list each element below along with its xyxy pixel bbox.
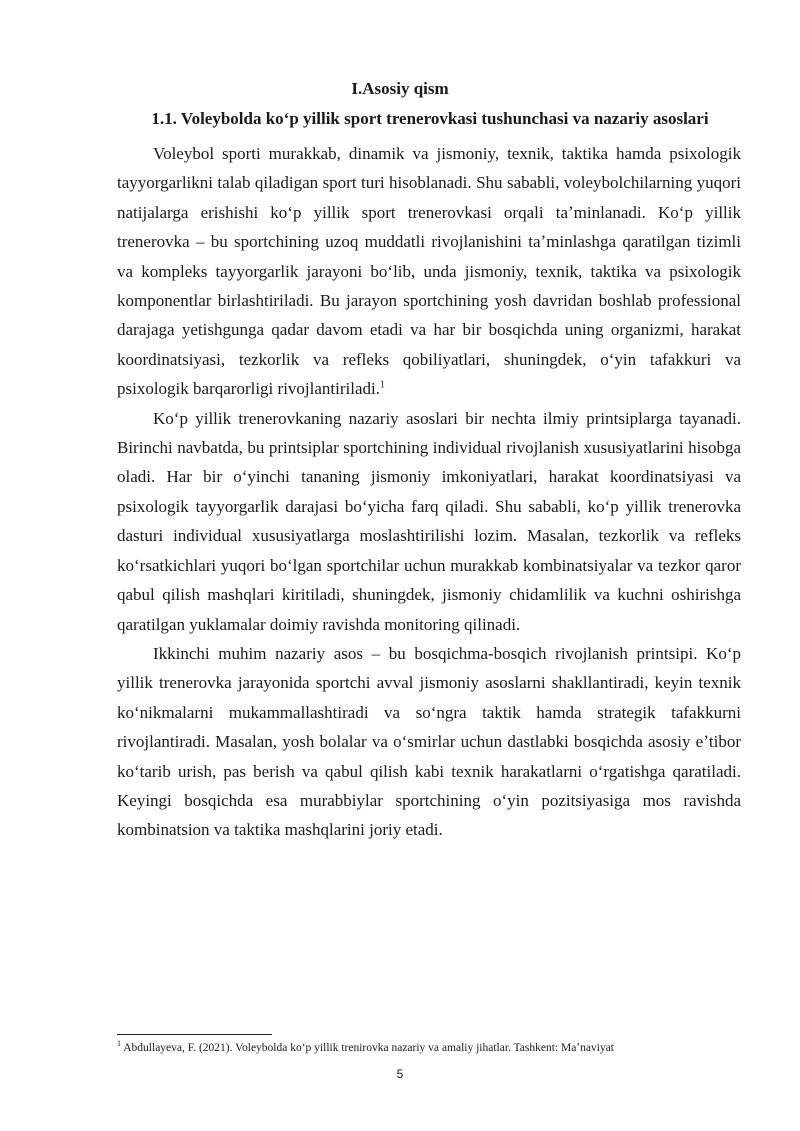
paragraph-2-text: Koʻp yillik trenerovkaning nazariy asoslari bir nechta ilmiy printsiplarga tayanadi. Birinchi navbatda, bu printsiplar sportchining individual rivojlanish xususiyatlarini hisobga oladi. Har bir oʻyinchi tananing jismoniy imkoniyatlari, harakat koordinatsiyasi va psixologik tayyorgarlik darajasi boʻyicha farq qiladi. Shu sababli, koʻp yillik trenerovka dasturi individual xususiyatlarga moslashtirilishi lozim. Masalan, tezkorlik va refleks koʻrsatkichlari yuqori boʻlgan sportchilar uchun murakkab kombinatsiyalar va tezkor qaror qabul qilish mashqlari kiritiladi, shuningdek, jismoniy chidamlilik va kuchni oshirishga qaratilgan yuklamalar doimiy ravishda monitoring qilinadi. xyxy=(117,408,741,634)
page-number: 5 xyxy=(396,1067,404,1081)
footnote xyxy=(117,1041,757,1056)
paragraph-1 xyxy=(117,139,741,404)
paragraph-3-text: Ikkinchi muhim nazariy asos – bu bosqichma-bosqich rivojlanish printsipi. Koʻp yillik trenerovka jarayonida sportchi avval jismoniy asoslarni shakllantiradi, keyin texnik koʻnikmalarni mukammallashtiradi va soʻngra taktik hamda strategik tafakkurni rivojlantiradi. Masalan, yosh bolalar va oʻsmirlar uchun dastlabki bosqichda asosiy eʼtibor koʻtarib urish, pas berish va qabul qilish kabi texnik harakatlarni oʻrgatishga qaratiladi. Keyingi bosqichda esa murabbiylar sportchining oʻyin pozitsiyasiga mos ravishda kombinatsion va taktika mashqlarini joriy etadi. xyxy=(117,643,741,840)
footnote-marker: 1 xyxy=(117,1039,121,1049)
footnote-text: Abdullayeva, F. (2021). Voleybolda koʻp yillik trenirovka nazariy va amaliy jihatlar. Tashkent: Maʼnaviyat xyxy=(123,1042,614,1054)
chapter-title: I.Asosiy qism xyxy=(351,79,449,98)
section-title: 1.1. Voleybolda koʻp yillik sport trenerovkasi tushunchasi va nazariy asoslari xyxy=(151,109,709,128)
body-text xyxy=(117,139,741,845)
paragraph-1-text: Voleybol sporti murakkab, dinamik va jismoniy, texnik, taktika hamda psixologik tayyorgarlikni talab qiladigan sport turi hisoblanadi. Shu sababli, voleybolchilarning yuqori natijalarga erishishi koʻp yillik sport trenerovkasi orqali taʼminlanadi. Koʻp yillik trenerovka – bu sportchining uzoq muddatli rivojlanishini taʼminlashga qaratilgan tizimli va kompleks tayyorgarlik jarayoni boʻlib, unda jismoniy, texnik, taktika va psixologik komponentlar birlashtiriladi. Bu jarayon sportchining yosh davridan boshlab professional darajaga yetishgunga qadar davom etadi va har bir bosqichda uning organizmi, harakat koordinatsiyasi, tezkorlik va refleks qobiliyatlari, shuningdek, oʻyin tafakkuri va psixologik barqarorligi rivojlantiriladi. xyxy=(117,144,741,399)
footnote-reference: 1 xyxy=(379,379,385,391)
paragraph-3 xyxy=(117,639,741,845)
footnote-separator xyxy=(117,1034,272,1035)
paragraph-2 xyxy=(117,404,741,639)
